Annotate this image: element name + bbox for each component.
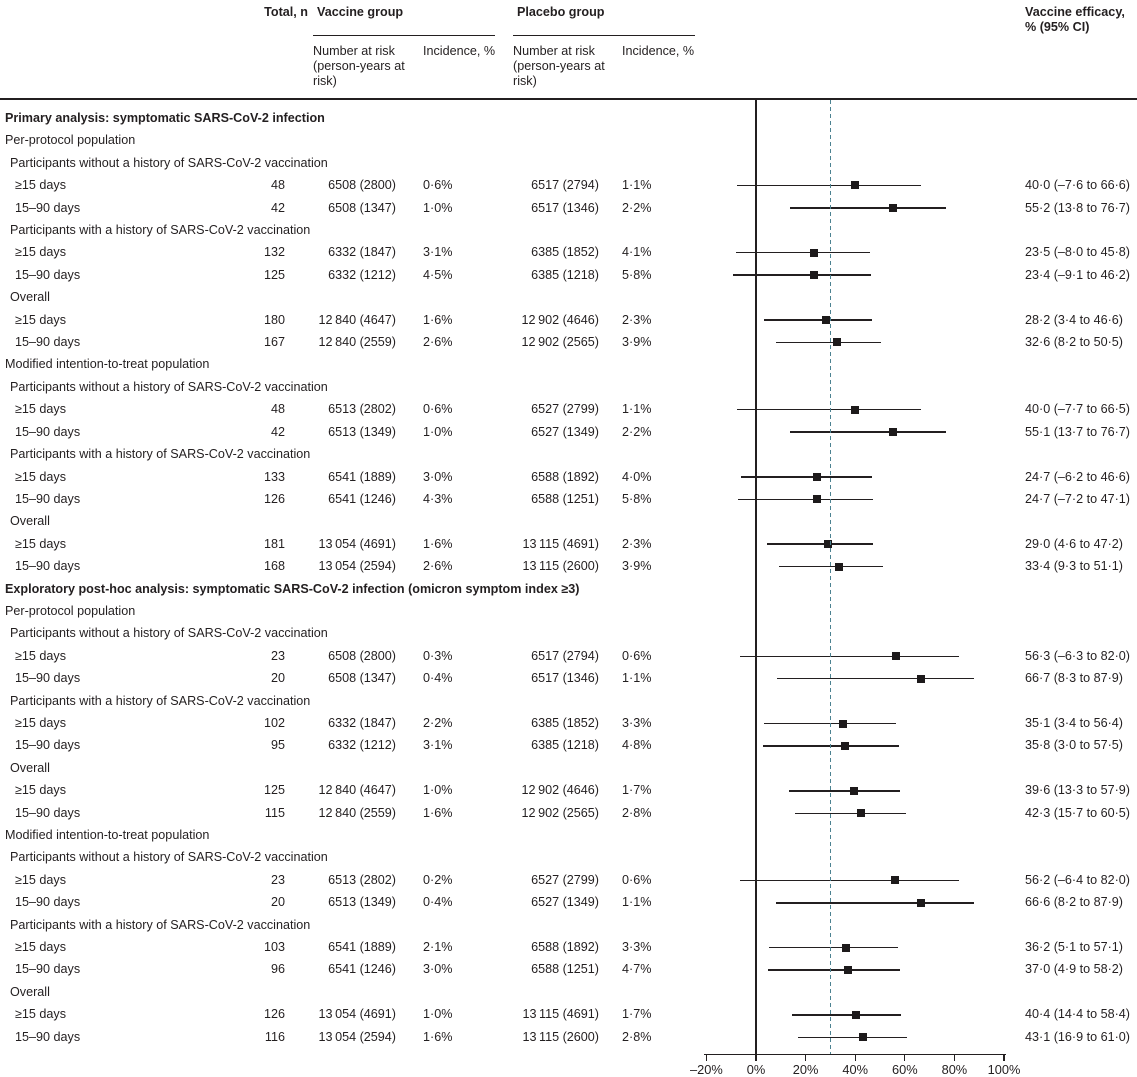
- placebo-incidence-cell: 1·7%: [622, 783, 652, 798]
- column-header-total-n: Total, n: [264, 5, 308, 19]
- vaccine-incidence-cell: 4·5%: [423, 267, 453, 282]
- axis-tick-label: 100%: [987, 1062, 1021, 1077]
- placebo-incidence-cell: 2·3%: [622, 536, 652, 551]
- row-label: Overall: [10, 514, 50, 529]
- efficacy-ci-cell: 37·0 (4·9 to 58·2): [1025, 962, 1124, 977]
- row-label: Participants without a history of SARS-CoV-2 vaccination: [10, 155, 328, 170]
- vaccine-incidence-cell: 0·2%: [423, 872, 453, 887]
- vaccine-incidence-cell: 2·6%: [423, 335, 453, 350]
- table-row: [0, 1026, 1137, 1048]
- vaccine-number-at-risk-cell: 6508 (1347): [328, 200, 396, 215]
- header-separator-rule: [0, 98, 1137, 100]
- placebo-number-at-risk-cell: 6385 (1218): [531, 738, 599, 753]
- vaccine-incidence-cell: 1·6%: [423, 805, 453, 820]
- placebo-number-at-risk-cell: 6588 (1892): [531, 940, 599, 955]
- axis-tick: [954, 1054, 955, 1061]
- efficacy-ci-cell: 36·2 (5·1 to 57·1): [1025, 940, 1124, 955]
- vaccine-number-at-risk-cell: 6508 (2800): [328, 178, 396, 193]
- placebo-incidence-cell: 0·6%: [622, 872, 652, 887]
- vaccine-number-at-risk-cell: 6332 (1847): [328, 715, 396, 730]
- vaccine-incidence-cell: 1·6%: [423, 312, 453, 327]
- section-row: [0, 578, 1137, 600]
- vaccine-incidence-cell: 0·4%: [423, 671, 453, 686]
- placebo-number-at-risk-cell: 6588 (1251): [531, 962, 599, 977]
- column-header-vaccine-group: Vaccine group: [317, 5, 404, 19]
- axis-tick: [904, 1054, 905, 1061]
- efficacy-ci-cell: 42·3 (15·7 to 60·5): [1025, 805, 1131, 820]
- column-header-vaccine-incidence: Incidence, %: [423, 44, 496, 58]
- vaccine-incidence-cell: 2·1%: [423, 940, 453, 955]
- placebo-incidence-cell: 1·1%: [622, 671, 652, 686]
- vaccine-number-at-risk-cell: 6513 (1349): [328, 895, 396, 910]
- table-row: [0, 398, 1137, 420]
- group-row: [0, 824, 1137, 846]
- vaccine-group-header-rule: [313, 35, 495, 36]
- vaccine-number-at-risk-cell: 6508 (1347): [328, 671, 396, 686]
- table-row: [0, 555, 1137, 577]
- vaccine-incidence-cell: 1·6%: [423, 1029, 453, 1044]
- placebo-incidence-cell: 3·9%: [622, 559, 652, 574]
- total-n-cell: 168: [263, 559, 285, 574]
- vaccine-number-at-risk-cell: 6541 (1889): [328, 940, 396, 955]
- row-label: Participants without a history of SARS-CoV-2 vaccination: [10, 626, 328, 641]
- placebo-number-at-risk-cell: 6517 (2794): [531, 178, 599, 193]
- axis-tick: [855, 1054, 856, 1061]
- efficacy-ci-cell: 40·0 (–7·7 to 66·5): [1025, 402, 1131, 417]
- placebo-incidence-cell: 1·7%: [622, 1007, 652, 1022]
- efficacy-ci-cell: 55·2 (13·8 to 76·7): [1025, 200, 1131, 215]
- axis-tick-label: 60%: [891, 1062, 918, 1077]
- group-row: [0, 353, 1137, 375]
- total-n-cell: 133: [263, 469, 285, 484]
- table-row: [0, 264, 1137, 286]
- vaccine-incidence-cell: 0·6%: [423, 178, 453, 193]
- placebo-incidence-cell: 3·9%: [622, 335, 652, 350]
- table-row: [0, 645, 1137, 667]
- placebo-incidence-cell: 4·1%: [622, 245, 652, 260]
- total-n-cell: 102: [263, 715, 285, 730]
- total-n-cell: 103: [263, 940, 285, 955]
- table-row: [0, 421, 1137, 443]
- total-n-cell: 125: [263, 267, 285, 282]
- placebo-incidence-cell: 2·3%: [622, 312, 652, 327]
- x-axis: [704, 1054, 1006, 1055]
- placebo-incidence-cell: 1·1%: [622, 178, 652, 193]
- vaccine-number-at-risk-cell: 6541 (1246): [328, 962, 396, 977]
- total-n-cell: 23: [270, 648, 285, 663]
- placebo-number-at-risk-cell: 6527 (2799): [531, 872, 599, 887]
- axis-tick-label: 20%: [792, 1062, 819, 1077]
- axis-tick-label: 80%: [941, 1062, 968, 1077]
- row-label: 15–90 days: [15, 335, 81, 350]
- row-label: ≥15 days: [15, 178, 67, 193]
- vaccine-incidence-cell: 0·6%: [423, 402, 453, 417]
- efficacy-ci-cell: 40·4 (14·4 to 58·4): [1025, 1007, 1131, 1022]
- placebo-incidence-cell: 1·1%: [622, 895, 652, 910]
- total-n-cell: 42: [270, 424, 285, 439]
- axis-tick-label: 0%: [746, 1062, 766, 1077]
- total-n-cell: 126: [263, 1007, 285, 1022]
- row-label: Per-protocol population: [5, 133, 136, 148]
- row-label: ≥15 days: [15, 648, 67, 663]
- vaccine-incidence-cell: 0·4%: [423, 895, 453, 910]
- subgroup-row: [0, 443, 1137, 465]
- efficacy-ci-cell: 55·1 (13·7 to 76·7): [1025, 424, 1131, 439]
- row-label: Per-protocol population: [5, 603, 136, 618]
- row-label: 15–90 days: [15, 962, 81, 977]
- total-n-cell: 115: [264, 805, 285, 820]
- subgroup-row: [0, 981, 1137, 1003]
- vaccine-number-at-risk-cell: 13 054 (4691): [318, 536, 396, 551]
- table-row: [0, 779, 1137, 801]
- row-label: ≥15 days: [15, 402, 67, 417]
- placebo-number-at-risk-cell: 6588 (1892): [531, 469, 599, 484]
- vaccine-number-at-risk-cell: 6541 (1889): [328, 469, 396, 484]
- total-n-cell: 95: [270, 738, 285, 753]
- vaccine-incidence-cell: 3·0%: [423, 962, 453, 977]
- table-row: [0, 667, 1137, 689]
- placebo-incidence-cell: 2·2%: [622, 424, 652, 439]
- table-body: [0, 107, 1137, 1048]
- vaccine-incidence-cell: 1·0%: [423, 200, 453, 215]
- vaccine-number-at-risk-cell: 6541 (1246): [328, 491, 396, 506]
- total-n-cell: 125: [263, 783, 285, 798]
- row-label: ≥15 days: [15, 940, 67, 955]
- total-n-cell: 180: [263, 312, 285, 327]
- row-label: 15–90 days: [15, 805, 81, 820]
- placebo-number-at-risk-cell: 6517 (1346): [531, 671, 599, 686]
- vaccine-number-at-risk-cell: 6332 (1847): [328, 245, 396, 260]
- table-row: [0, 734, 1137, 756]
- placebo-incidence-cell: 5·8%: [622, 491, 652, 506]
- row-label: ≥15 days: [15, 1007, 67, 1022]
- vaccine-number-at-risk-cell: 12 840 (4647): [318, 783, 396, 798]
- row-label: ≥15 days: [15, 536, 67, 551]
- vaccine-number-at-risk-cell: 12 840 (4647): [318, 312, 396, 327]
- table-row: [0, 488, 1137, 510]
- efficacy-ci-cell: 24·7 (–6·2 to 46·6): [1025, 469, 1131, 484]
- row-label: ≥15 days: [15, 715, 67, 730]
- subgroup-row: [0, 219, 1137, 241]
- vaccine-number-at-risk-cell: 6332 (1212): [328, 267, 396, 282]
- total-n-cell: 167: [263, 335, 285, 350]
- axis-tick: [706, 1054, 707, 1061]
- row-label: ≥15 days: [15, 245, 67, 260]
- placebo-incidence-cell: 4·8%: [622, 738, 652, 753]
- axis-tick: [1003, 1054, 1004, 1061]
- placebo-number-at-risk-cell: 13 115 (4691): [522, 1007, 599, 1022]
- vaccine-incidence-cell: 3·1%: [423, 245, 453, 260]
- subgroup-row: [0, 152, 1137, 174]
- axis-tick-label: 40%: [842, 1062, 868, 1077]
- axis-tick: [805, 1054, 806, 1061]
- vaccine-incidence-cell: 0·3%: [423, 648, 453, 663]
- table-row: [0, 936, 1137, 958]
- vaccine-incidence-cell: 1·6%: [423, 536, 453, 551]
- placebo-incidence-cell: 0·6%: [622, 648, 652, 663]
- placebo-number-at-risk-cell: 6385 (1852): [531, 245, 599, 260]
- row-label: Primary analysis: symptomatic SARS-CoV-2 infection: [5, 111, 325, 125]
- vaccine-number-at-risk-cell: 6332 (1212): [328, 738, 396, 753]
- table-row: [0, 331, 1137, 353]
- placebo-number-at-risk-cell: 6385 (1218): [531, 267, 599, 282]
- subgroup-row: [0, 757, 1137, 779]
- column-header-placebo-incidence: Incidence, %: [622, 44, 695, 58]
- placebo-incidence-cell: 4·7%: [622, 962, 652, 977]
- total-n-cell: 23: [270, 872, 285, 887]
- efficacy-ci-cell: 35·8 (3·0 to 57·5): [1025, 738, 1124, 753]
- placebo-incidence-cell: 2·8%: [622, 1029, 652, 1044]
- total-n-cell: 96: [270, 962, 285, 977]
- vaccine-number-at-risk-cell: 13 054 (4691): [318, 1007, 396, 1022]
- vaccine-number-at-risk-cell: 6513 (2802): [328, 872, 396, 887]
- subgroup-row: [0, 510, 1137, 532]
- subgroup-row: [0, 286, 1137, 308]
- vaccine-number-at-risk-cell: 12 840 (2559): [318, 335, 396, 350]
- efficacy-ci-cell: 66·6 (8·2 to 87·9): [1025, 895, 1124, 910]
- row-label: ≥15 days: [15, 312, 67, 327]
- efficacy-ci-cell: 28·2 (3·4 to 46·6): [1025, 312, 1124, 327]
- placebo-incidence-cell: 3·3%: [622, 715, 652, 730]
- row-label: Participants with a history of SARS-CoV-2 vaccination: [10, 917, 311, 932]
- placebo-number-at-risk-cell: 6385 (1852): [531, 715, 599, 730]
- vaccine-number-at-risk-cell: 6513 (1349): [328, 424, 396, 439]
- vaccine-number-at-risk-cell: 13 054 (2594): [318, 1029, 396, 1044]
- placebo-group-header-rule: [513, 35, 695, 36]
- efficacy-ci-cell: 32·6 (8·2 to 50·5): [1025, 335, 1124, 350]
- row-label: 15–90 days: [15, 267, 81, 282]
- axis-tick: [755, 1054, 756, 1061]
- row-label: 15–90 days: [15, 1029, 81, 1044]
- efficacy-ci-cell: 39·6 (13·3 to 57·9): [1025, 783, 1131, 798]
- table-row: [0, 174, 1137, 196]
- row-label: Overall: [10, 760, 50, 775]
- vaccine-incidence-cell: 4·3%: [423, 491, 453, 506]
- vaccine-incidence-cell: 2·2%: [423, 715, 453, 730]
- placebo-number-at-risk-cell: 12 902 (4646): [521, 312, 599, 327]
- vaccine-number-at-risk-cell: 13 054 (2594): [318, 559, 396, 574]
- row-label: ≥15 days: [15, 872, 67, 887]
- efficacy-ci-cell: 23·5 (–8·0 to 45·8): [1025, 245, 1131, 260]
- placebo-incidence-cell: 4·0%: [622, 469, 652, 484]
- total-n-cell: 42: [270, 200, 285, 215]
- total-n-cell: 126: [263, 491, 285, 506]
- row-label: 15–90 days: [15, 200, 81, 215]
- placebo-number-at-risk-cell: 13 115 (4691): [522, 536, 599, 551]
- placebo-number-at-risk-cell: 12 902 (2565): [521, 805, 599, 820]
- total-n-cell: 132: [263, 245, 285, 260]
- total-n-cell: 116: [264, 1029, 285, 1044]
- efficacy-ci-cell: 56·3 (–6·3 to 82·0): [1025, 648, 1131, 663]
- total-n-cell: 48: [270, 178, 285, 193]
- total-n-cell: 48: [270, 402, 285, 417]
- row-label: 15–90 days: [15, 559, 81, 574]
- column-header-placebo-group: Placebo group: [517, 5, 605, 19]
- efficacy-ci-cell: 29·0 (4·6 to 47·2): [1025, 536, 1124, 551]
- group-row: [0, 600, 1137, 622]
- row-label: ≥15 days: [15, 783, 67, 798]
- row-label: Overall: [10, 290, 50, 305]
- vaccine-incidence-cell: 3·1%: [423, 738, 453, 753]
- table-row: [0, 197, 1137, 219]
- subgroup-row: [0, 846, 1137, 868]
- section-row: [0, 107, 1137, 129]
- efficacy-ci-cell: 40·0 (–7·6 to 66·6): [1025, 178, 1131, 193]
- subgroup-row: [0, 690, 1137, 712]
- group-row: [0, 129, 1137, 151]
- row-label: Modified intention-to-treat population: [5, 357, 210, 372]
- vaccine-number-at-risk-cell: 12 840 (2559): [318, 805, 396, 820]
- placebo-number-at-risk-cell: 12 902 (4646): [521, 783, 599, 798]
- placebo-number-at-risk-cell: 6588 (1251): [531, 491, 599, 506]
- efficacy-ci-cell: 66·7 (8·3 to 87·9): [1025, 671, 1124, 686]
- efficacy-ci-cell: 43·1 (16·9 to 61·0): [1025, 1029, 1131, 1044]
- placebo-incidence-cell: 3·3%: [622, 940, 652, 955]
- efficacy-ci-cell: 56·2 (–6·4 to 82·0): [1025, 872, 1131, 887]
- row-label: 15–90 days: [15, 424, 81, 439]
- column-header-vaccine-number-at-risk: Number at risk (person-years at risk): [313, 44, 405, 88]
- placebo-number-at-risk-cell: 6517 (1346): [531, 200, 599, 215]
- efficacy-ci-cell: 23·4 (–9·1 to 46·2): [1025, 267, 1131, 282]
- row-label: Participants with a history of SARS-CoV-2 vaccination: [10, 447, 311, 462]
- column-header-vaccine-efficacy: Vaccine efficacy, % (95% CI): [1025, 5, 1125, 34]
- table-row: [0, 712, 1137, 734]
- total-n-cell: 181: [263, 536, 285, 551]
- table-row: [0, 533, 1137, 555]
- row-label: Participants with a history of SARS-CoV-2 vaccination: [10, 693, 311, 708]
- row-label: 15–90 days: [15, 895, 81, 910]
- row-label: Exploratory post-hoc analysis: symptomatic SARS-CoV-2 infection (omicron symptom index ≥3): [5, 581, 580, 596]
- subgroup-row: [0, 376, 1137, 398]
- placebo-incidence-cell: 1·1%: [622, 402, 652, 417]
- placebo-number-at-risk-cell: 6527 (1349): [531, 424, 599, 439]
- efficacy-ci-cell: 35·1 (3·4 to 56·4): [1025, 715, 1124, 730]
- table-row: [0, 309, 1137, 331]
- vaccine-number-at-risk-cell: 6513 (2802): [328, 402, 396, 417]
- row-label: 15–90 days: [15, 671, 81, 686]
- axis-tick-label: –20%: [690, 1062, 723, 1077]
- table-row: [0, 466, 1137, 488]
- row-label: Overall: [10, 984, 50, 999]
- placebo-number-at-risk-cell: 6517 (2794): [531, 648, 599, 663]
- table-row: [0, 958, 1137, 980]
- vaccine-incidence-cell: 1·0%: [423, 424, 453, 439]
- efficacy-ci-cell: 33·4 (9·3 to 51·1): [1025, 559, 1124, 574]
- vaccine-number-at-risk-cell: 6508 (2800): [328, 648, 396, 663]
- table-row: [0, 869, 1137, 891]
- placebo-incidence-cell: 2·2%: [622, 200, 652, 215]
- row-label: Modified intention-to-treat population: [5, 828, 210, 842]
- total-n-cell: 20: [270, 895, 285, 910]
- row-label: 15–90 days: [15, 738, 81, 753]
- vaccine-incidence-cell: 2·6%: [423, 559, 453, 574]
- row-label: Participants with a history of SARS-CoV-2 vaccination: [10, 223, 311, 238]
- placebo-number-at-risk-cell: 13 115 (2600): [522, 559, 599, 574]
- placebo-incidence-cell: 5·8%: [622, 267, 652, 282]
- efficacy-ci-cell: 24·7 (–7·2 to 47·1): [1025, 491, 1131, 506]
- column-header-placebo-number-at-risk: Number at risk (person-years at risk): [513, 44, 605, 88]
- table-row: [0, 1003, 1137, 1025]
- table-row: [0, 802, 1137, 824]
- row-label: ≥15 days: [15, 469, 67, 484]
- total-n-cell: 20: [270, 671, 285, 686]
- placebo-incidence-cell: 2·8%: [622, 805, 652, 820]
- row-label: 15–90 days: [15, 491, 81, 506]
- row-label: Participants without a history of SARS-CoV-2 vaccination: [10, 379, 328, 394]
- placebo-number-at-risk-cell: 13 115 (2600): [522, 1029, 599, 1044]
- subgroup-row: [0, 622, 1137, 644]
- table-row: [0, 891, 1137, 913]
- placebo-number-at-risk-cell: 6527 (1349): [531, 895, 599, 910]
- vaccine-incidence-cell: 1·0%: [423, 1007, 453, 1022]
- subgroup-row: [0, 914, 1137, 936]
- vaccine-incidence-cell: 1·0%: [423, 783, 453, 798]
- placebo-number-at-risk-cell: 12 902 (2565): [521, 335, 599, 350]
- row-label: Participants without a history of SARS-CoV-2 vaccination: [10, 850, 328, 865]
- table-row: [0, 241, 1137, 263]
- placebo-number-at-risk-cell: 6527 (2799): [531, 402, 599, 417]
- vaccine-incidence-cell: 3·0%: [423, 469, 453, 484]
